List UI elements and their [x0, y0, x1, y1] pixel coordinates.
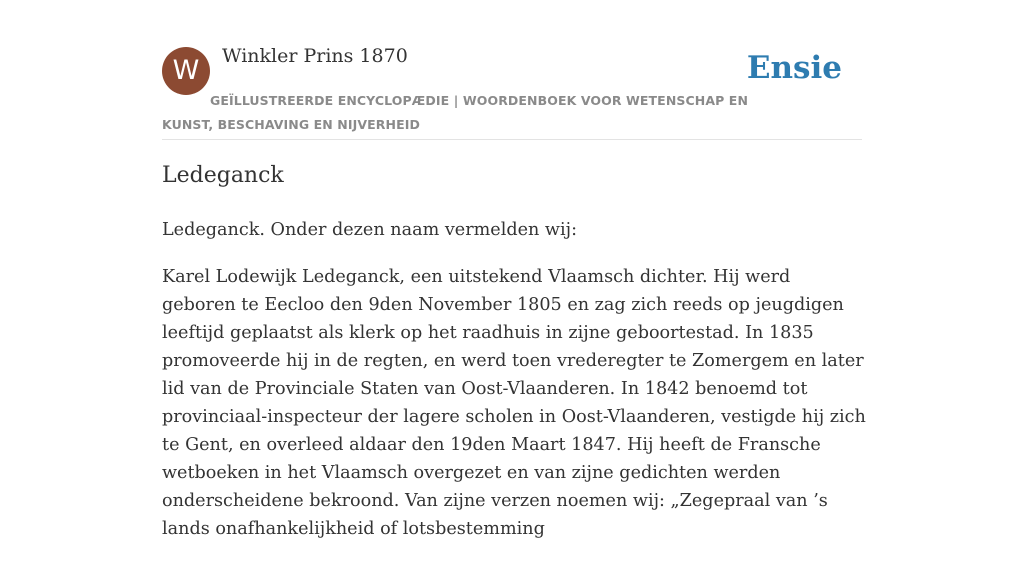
ensie-logo[interactable]: Ensie: [746, 50, 842, 86]
article-body: [162, 216, 868, 562]
source-subtitle: GEÏLLUSTREERDE ENCYCLOPÆDIE | WOORDENBOEK VOOR WETENSCHAP EN KUNST, BESCHAVING EN NIJVERHEID: [162, 93, 749, 132]
source-title[interactable]: Winkler Prins 1870: [222, 45, 408, 67]
article-paragraph-main: Karel Lodewijk Ledeganck, een uitstekend Vlaamsch dichter. Hij werd geboren te Eecloo den 9den November 1805 en zag zich reeds op jeugdigen leeftijd geplaatst als klerk op het raadhuis in zijne geboortestad. In 1835 promoveerde hij in de regten, en werd toen vrederegter te Zomergem en later lid van de Provinciale Staten van Oost-Vlaanderen. In 1842 benoemd tot provinciaal-inspecteur der lagere scholen in Oost-Vlaanderen, vestigde hij zich te Gent, en overleed aldaar den 19den Maart 1847. Hij heeft de Fransche wetboeken in het Vlaamsch overgezet en van zijne gedichten werden onderscheidene bekroond. Van zijne verzen noemen wij: „Zegepraal van ’s lands onafhankelijkheid of lotsbestemming: [162, 267, 866, 539]
source-avatar[interactable]: W: [162, 47, 210, 95]
header-divider: [162, 139, 862, 140]
article-title: Ledeganck: [162, 163, 284, 188]
article-paragraph-intro: Ledeganck. Onder dezen naam vermelden wij:: [162, 220, 577, 240]
